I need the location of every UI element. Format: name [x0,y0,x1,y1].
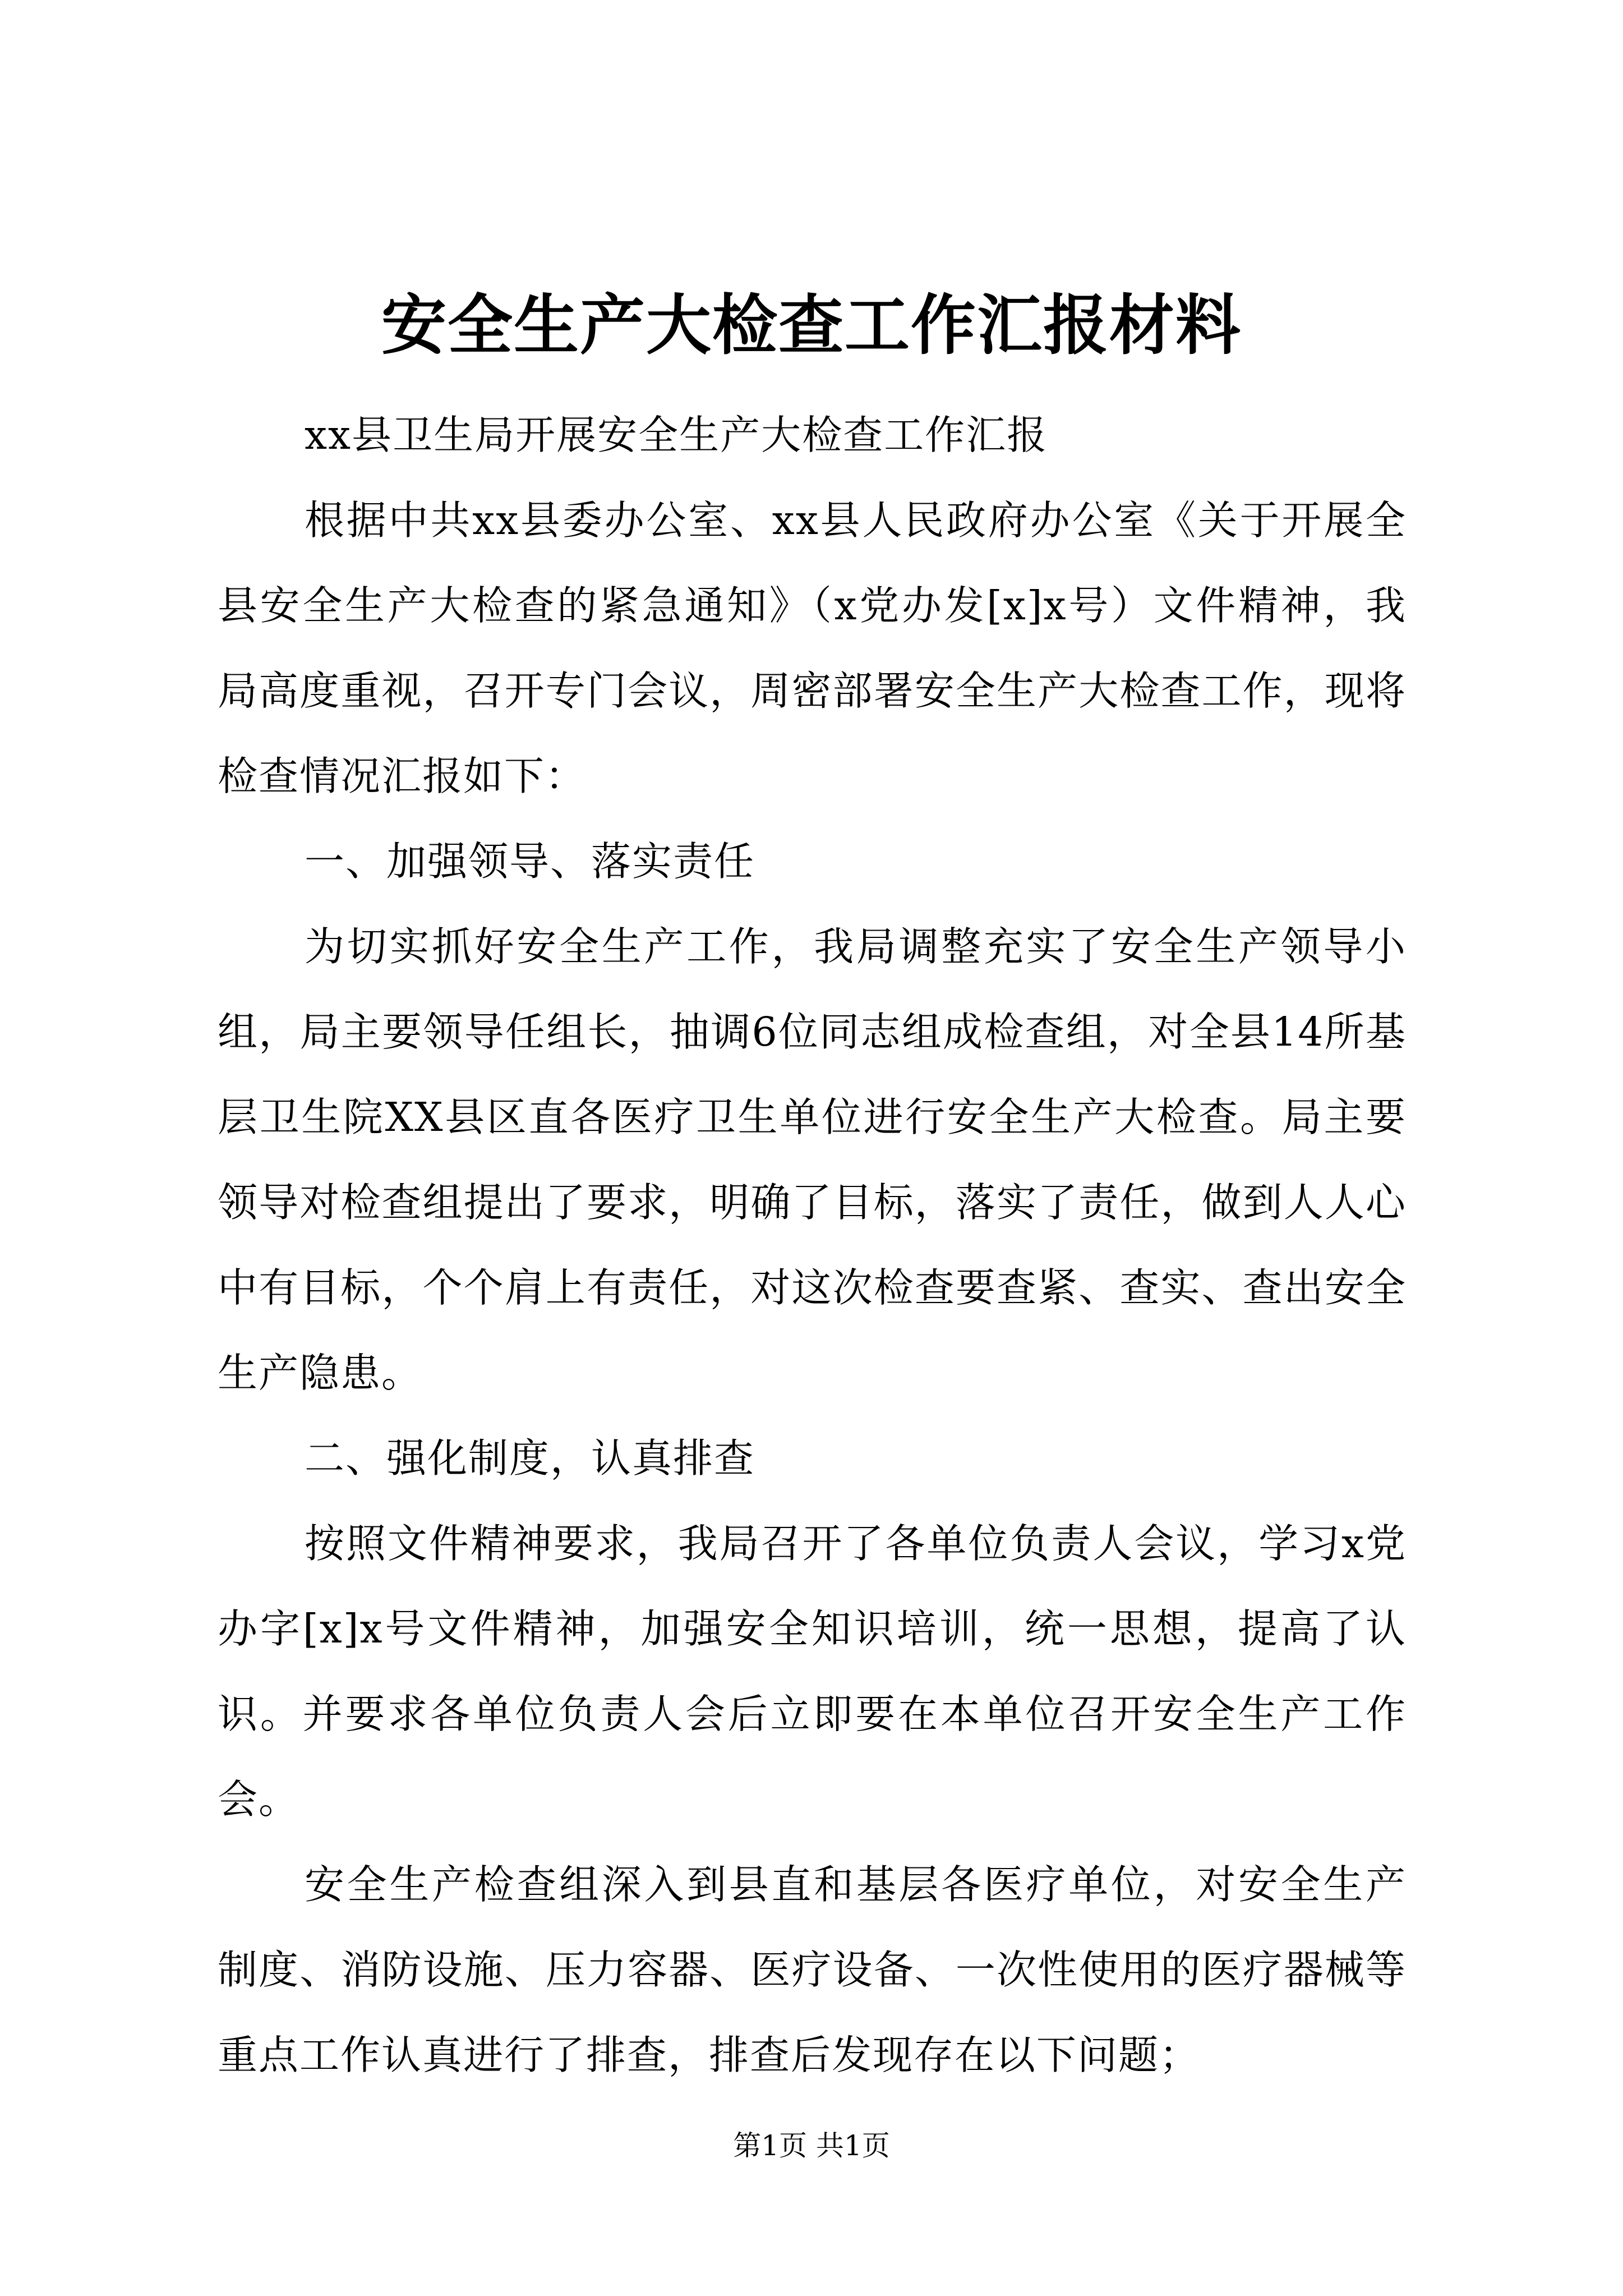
paragraph-section-2b: 安全生产检查组深入到县直和基层各医疗单位，对安全生产制度、消防设施、压力容器、医疗设备、一次性使用的医疗器械等重点工作认真进行了排查，排查后发现存在以下问题； [218,1861,1407,2078]
document-body [218,393,1407,2098]
paragraph-subtitle: xx县卫生局开展安全生产大检查工作汇报 [305,412,1048,458]
section-heading-1: 一、加强领导、落实责任 [305,838,755,885]
paragraph-intro: 根据中共xx县委办公室、xx县人民政府办公室《关于开展全县安全生产大检查的紧急通知》（x党办发[x]x号）文件精神，我局高度重视，召开专门会议，周密部署安全生产大检查工作，现将检查情况汇报如下： [218,497,1407,799]
page-number-footer: 第1页 共1页 [733,2129,890,2162]
paragraph-section-1: 为切实抓好安全生产工作，我局调整充实了安全生产领导小组，局主要领导任组长，抽调6位同志组成检查组，对全县14所基层卫生院XX县区直各医疗卫生单位进行安全生产大检查。局主要领导对检查组提出了要求，明确了目标，落实了责任，做到人人心中有目标，个个肩上有责任，对这次检查要查紧、查实、查出安全生产隐患。 [218,923,1407,1396]
document-title: 安全生产大检查工作汇报材料 [381,287,1242,364]
section-heading-2: 二、强化制度，认真排查 [305,1435,755,1481]
paragraph-section-2a: 按照文件精神要求，我局召开了各单位负责人会议，学习x党办字[x]x号文件精神，加强安全知识培训，统一思想，提高了认识。并要求各单位负责人会后立即要在本单位召开安全生产工作会。 [218,1520,1407,1823]
